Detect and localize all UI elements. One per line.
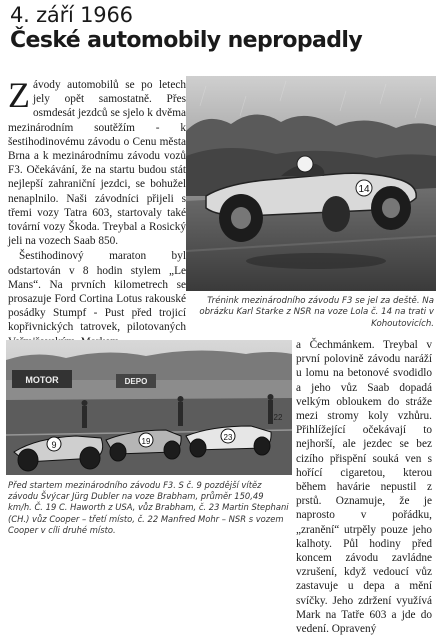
car-number-19: 19 [141,437,151,446]
car-number-9: 9 [51,440,57,450]
sign-motor: MOTOR [25,375,59,385]
paragraph-2-continued: a Čechmánkem. Treybal v první polovině závodu naráží u lomu na betonové svodidlo a jeho vůz Saab dopadá velkým obloukem do stráže mezi stromy koly vzhůru. Přihlížející očekávají to nejhorší, ale jezdec se bez cizího přispění souká ven s hořící cigaretou, kterou během havárie nepustil z prstů. Oznamuje, že je naprosto v pořádku, „zranění“ utrpěly pouze jeho kalhoty. Půl hodiny před koncem závodu zavládne vzrušení, když vedoucí vůz zastavuje u depa a mění svíčky. Jeho zdržení využívá Mark na Tatře 603 a jde do vedení. Opravený [296,339,432,636]
sign-depo: DEPO [124,377,148,386]
right-column [296,338,432,636]
left-column [8,75,186,350]
paragraph-2: Šestihodinový maraton byl odstartován v 8 hodin stylem „Le Mans“. Na prvních kilometrech se prosazuje Ford Cortina Lotus rakouské posádky Stumpf - Pust před trojicí kopřivnických tatrovek, pilotovaných [8,250,186,334]
race-start-grid-photo [6,340,292,475]
page-title: České automobily nepropadly [10,28,363,53]
race-car-photo-rain [186,76,436,291]
drop-cap: Z [8,75,30,115]
car-number-23: 23 [223,433,233,442]
page-date: 4. září 1966 [10,3,133,27]
photo-caption-grid: Před startem mezinárodního závodu F3. S č. 9 pozdější vítěz závodu Švýcar Jürg Dubler na voze Brabham, průměr 150,49 km/h. Č. 19 C. Haworth z USA, vůz Brabham, č. 23 Martin Stephani (CH.) vůz Cooper – třetí místo, č. 22 Manfred Mohr – NSR s vozem Cooper v cíli druhé místo. [8,480,289,535]
paragraph-1: Závody automobilů se po letech jely opět samostatně. Přes osmdesát jezdců se sjelo k dvěma mezinárodním soutěžím - k šestihodinovému závodu o Cenu města Brna a k mezinárodnímu závodu vozů F3. Očekávání, že na startu budou stát nejlepší zahraniční jezdci, se bohužel nenaplnilo. Naši závodníci přijeli s třemi vozy Tatra 603, startovaly také tovární vozy Škoda. Treybal a Rosický jeli na vozech Saab 850. [8,75,186,248]
car-number-14: 14 [358,184,370,195]
car-number-22: 22 [273,413,283,422]
photo-caption-rain: Trénink mezinárodního závodu F3 se jel za deště. Na obrázku Karl Starke z NSR na voze Lola č. 14 na trati v Kohoutovicích. [199,296,434,329]
